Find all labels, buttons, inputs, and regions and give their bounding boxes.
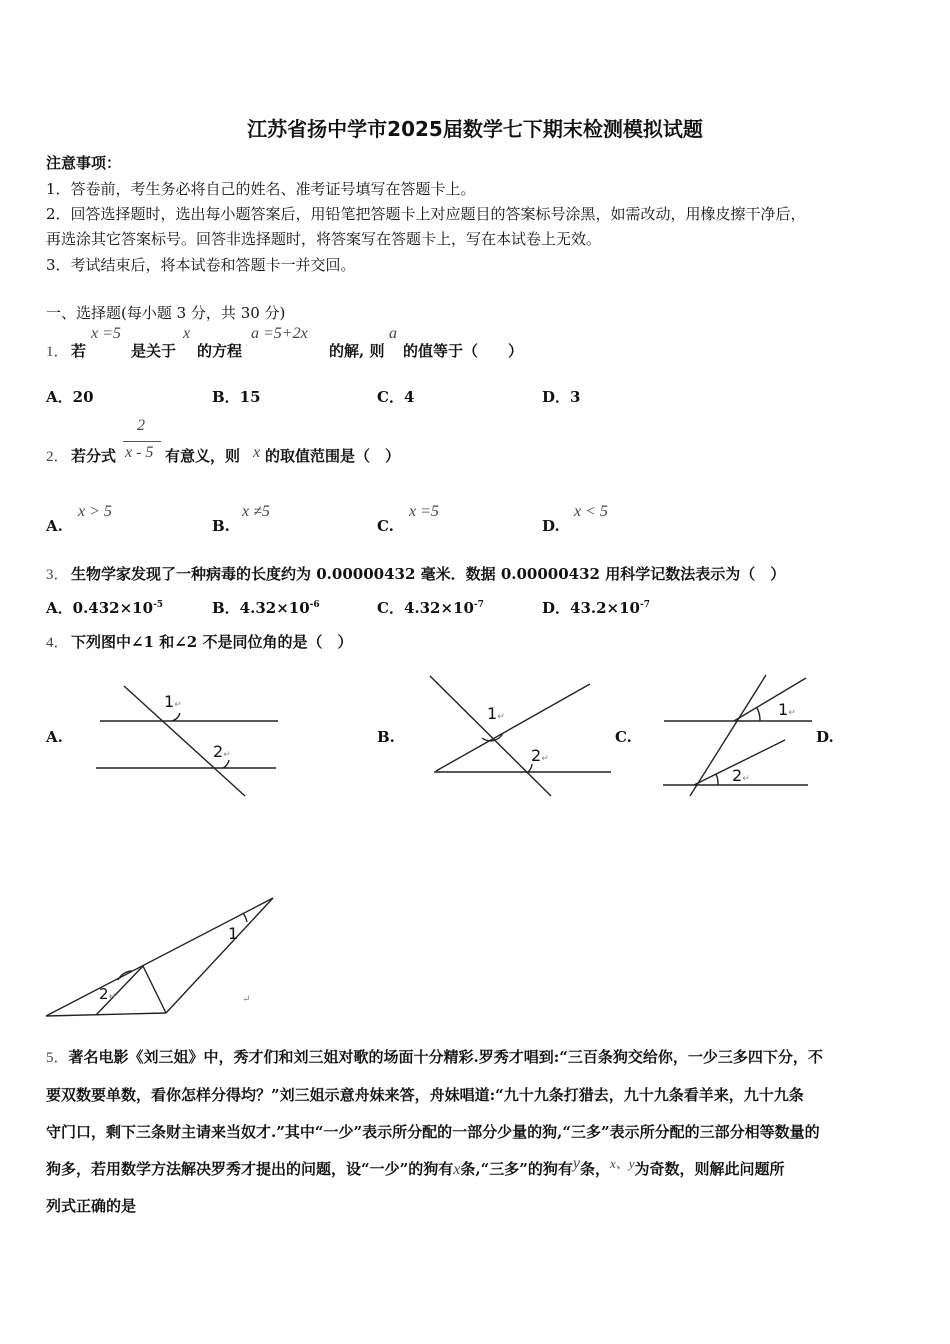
q2-option-c-label: C.: [377, 517, 394, 535]
notice-item: 2．回答选择题时，选出每小题答案后，用铅笔把答题卡上对应题目的答案标号涂黑，如需改动，用橡皮擦干净后，: [46, 205, 806, 223]
question-number: 2．: [46, 449, 69, 465]
figure-a-angle-1: 1↵: [164, 692, 182, 711]
q2-option-d-label: D.: [542, 517, 560, 535]
q5-line: 守门口，剩下三条财主请来当奴才.”其中“一少”表示所分配的一部分少量的狗,“三多”表示所分配的三部分相等数量的: [46, 1123, 820, 1141]
q4-option-a-label: A.: [46, 728, 63, 746]
figure-c-angle-1: 1↵: [778, 700, 796, 719]
figure-a-angle-2: 2↵: [213, 742, 231, 761]
q2-text: 有意义，则: [165, 447, 241, 465]
figure-c-angle-2: 2↵: [732, 766, 750, 785]
question-number: 4．: [46, 635, 69, 651]
q2-option-a: x > 5: [78, 503, 112, 520]
notice-item: 3．考试结束后，将本试卷和答题卡一并交回。: [46, 256, 356, 274]
q1-option-d: D．3: [542, 388, 581, 406]
q2-option-b: x ≠5: [242, 503, 270, 520]
q2-fraction-denominator: x - 5: [125, 444, 154, 461]
q5-line: 要双数要单数，看你怎样分得均？”刘三姐示意舟妹来答，舟妹唱道:“九十九条打猎去，九十九条看羊来，九十九条: [46, 1086, 804, 1104]
figure-b-angle-1: 1↵: [487, 704, 505, 723]
q1-text: 的值等于（ ）: [403, 342, 524, 360]
notice-item: 再选涂其它答案标号。回答非选择题时，将答案写在答题卡上，写在本试卷上无效。: [46, 230, 602, 248]
q3-option-d: D．$43.2\times 10^{-7}$: [542, 599, 650, 617]
q2-text: 的取值范围是（ ）: [265, 447, 401, 465]
q5-line: 列式正确的是: [46, 1197, 137, 1215]
q4-option-d-label: D.: [816, 728, 834, 746]
q1-math: a: [389, 325, 397, 342]
q1-math: x =5: [91, 325, 121, 342]
q1-text: 若: [71, 342, 87, 360]
q3-option-a: A．$0.432\times 10^{-5}$: [46, 599, 164, 617]
figure-b-angle-2: 2↵: [531, 746, 549, 765]
q3-option-b: B．$4.32\times 10^{-6}$: [212, 599, 320, 617]
figure-d-angle-2: 2↵: [99, 985, 117, 1003]
q1-math: a =5+2x: [251, 325, 308, 342]
q3-text: 生物学家发现了一种病毒的长度约为 0.00000432 毫米．数据 0.00000432 用科学记数法表示为（ ）: [71, 565, 786, 583]
q2-option-d: x < 5: [574, 503, 608, 520]
return-mark: ↵: [242, 994, 251, 1005]
q4-text: 下列图中∠1 和∠2 不是同位角的是（ ）: [71, 633, 353, 651]
q2-option-a-label: A.: [46, 517, 63, 535]
q2-option-c: x =5: [409, 503, 439, 520]
figure-d-angle-1: 1: [228, 924, 239, 943]
q3-option-c: C．$4.32\times 10^{-7}$: [377, 599, 484, 617]
q2-math: x: [253, 444, 261, 461]
q1-option-b: B．15: [212, 388, 261, 406]
q2-fraction-numerator: 2: [137, 417, 145, 434]
q1-text: 是关于: [131, 342, 177, 360]
q5-line: 狗多，若用数学方法解决罗秀才提出的问题，设“一少”的狗有x条,“三多”的狗有y条，x、y为奇数，则解此问题所: [46, 1155, 785, 1178]
notice-heading: 注意事项：: [46, 154, 122, 172]
q1-option-c: C．4: [377, 388, 415, 406]
q5-line: 5．著名电影《刘三姐》中，秀才们和刘三姐对歌的场面十分精彩.罗秀才唱到:“三百条狗交给你，一少三多四下分，不: [46, 1048, 823, 1066]
q1-text: 的方程: [197, 342, 243, 360]
q2-option-b-label: B.: [212, 517, 230, 535]
q1-math: x: [183, 325, 191, 342]
question-number: 1．: [46, 344, 69, 360]
q4-option-c-label: C.: [615, 728, 632, 746]
notice-item: 1．答卷前，考生务必将自己的姓名、准考证号填写在答题卡上。: [46, 180, 476, 198]
q1-text: 的解, 则: [329, 342, 385, 360]
section-heading: 一、选择题(每小题 3 分，共 30 分): [46, 304, 286, 322]
q4-option-b-label: B.: [377, 728, 395, 746]
page-title: 江苏省扬中学市2025届数学七下期末检测模拟试题: [247, 117, 703, 141]
q2-text: 若分式: [71, 447, 117, 465]
question-number: 3．: [46, 567, 69, 583]
q1-option-a: A．20: [46, 388, 94, 406]
